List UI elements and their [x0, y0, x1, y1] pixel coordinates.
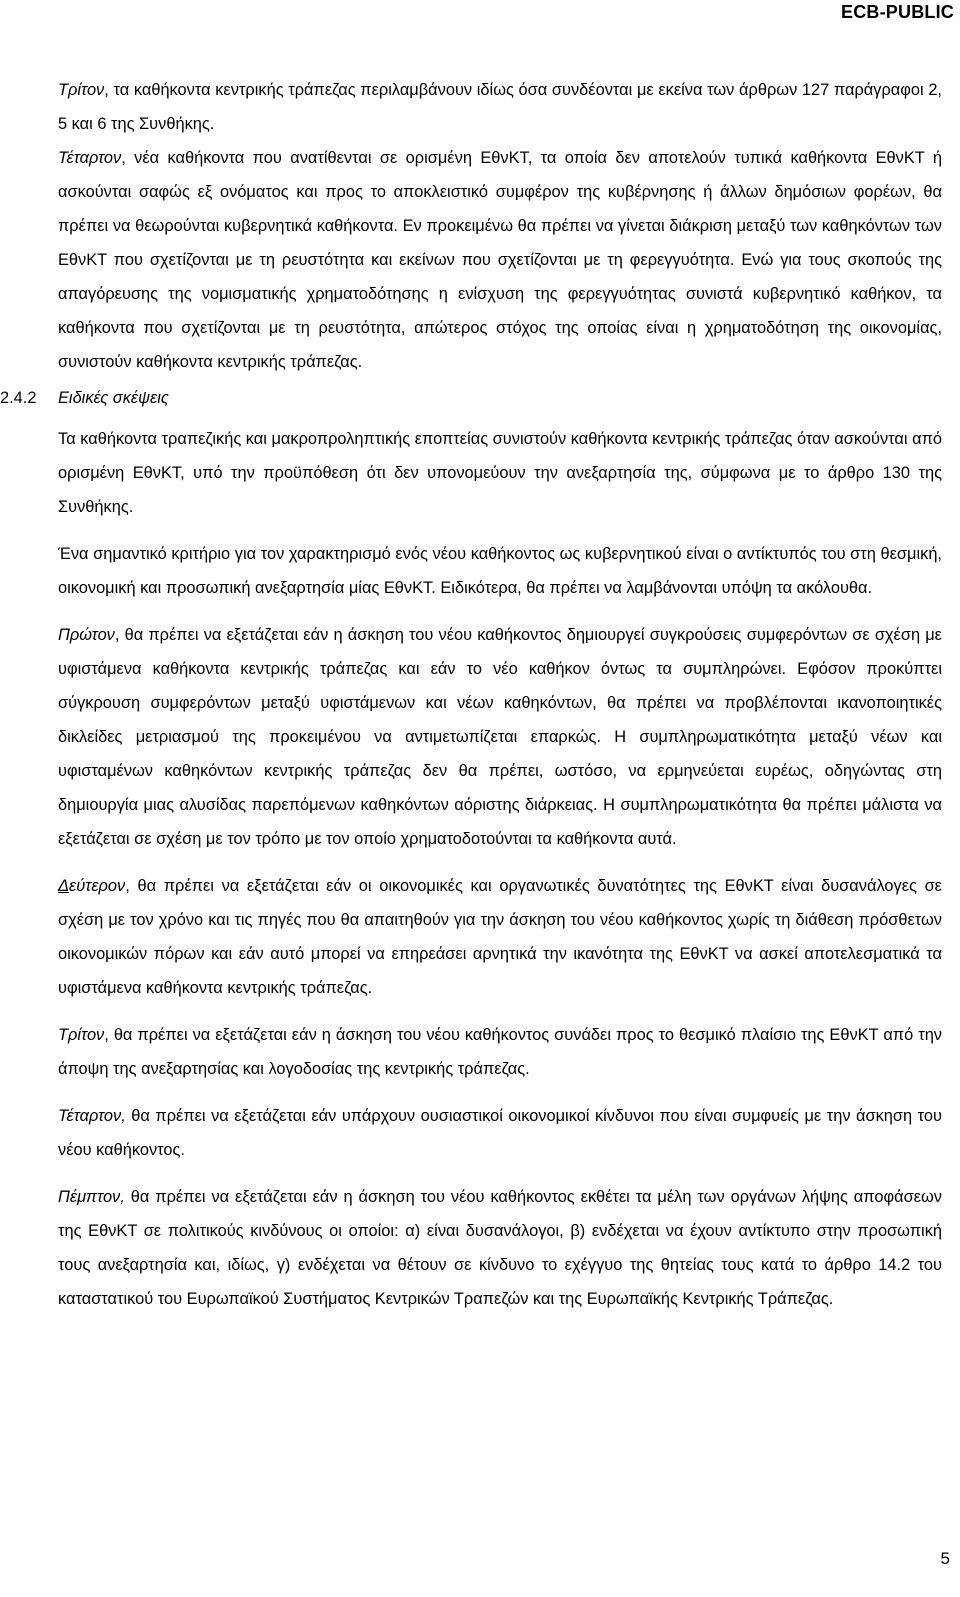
paragraph-supervision — [58, 422, 942, 524]
page-number: 5 — [940, 1549, 950, 1568]
section-heading — [0, 381, 942, 415]
paragraph-criterion — [58, 537, 942, 605]
paragraph-lead: Τρίτον — [58, 1026, 105, 1044]
paragraph-lead: Πέμπτον, — [58, 1188, 125, 1206]
paragraph-lead: Πρώτον — [58, 626, 115, 644]
section-number: 2.4.2 — [0, 389, 37, 407]
paragraph-text: , νέα καθήκοντα που ανατίθενται σε ορισμένη ΕθνΚΤ, τα οποία δεν αποτελούν τυπικά καθήκοντα ΕθνΚΤ ή ασκούνται σαφώς εξ ονόματος και προς το αποκλειστικό συμφέρον της κυβέρνησης ή άλλων δημόσιων φορέων, θα πρέπει να θεωρούνται κυβερνητικά καθήκοντα. Εν προκειμένω θα πρέπει να γίνεται διάκριση μεταξύ των καθηκόντων των ΕθνΚΤ που σχετίζονται με τη ρευστότητα και εκείνων που σχετίζονται με τη φερεγγυότητα. Ενώ για τους σκοπούς της απαγόρευσης της νομισματικής χρηματοδότησης η ενίσχυση της φερεγγυότητας συνιστά κυβερνητικό καθήκον, τα καθήκοντα που σχετίζονται με τη ρευστότητα, απώτερος στόχος της οποίας είναι η χρηματοδότηση της οικονομίας, συνιστούν καθήκοντα κεντρικής τράπεζας. — [58, 149, 942, 371]
paragraph-text: θα πρέπει να εξετάζεται εάν υπάρχουν ουσιαστικοί οικονομικοί κίνδυνοι που είναι συμφυείς με την άσκηση του νέου καθήκοντος. — [58, 1107, 942, 1159]
paragraph-fourth-criterion — [58, 1099, 942, 1167]
paragraph-lead — [58, 877, 125, 895]
paragraph-third-criterion — [58, 1018, 942, 1086]
paragraph-lead: Τρίτον — [58, 81, 105, 99]
paragraph-text: θα πρέπει να εξετάζεται εάν η άσκηση του νέου καθήκοντος εκθέτει τα μέλη των οργάνων λήψης αποφάσεων της ΕθνΚΤ σε πολιτικούς κινδύνους οι οποίοι: α) είναι δυσανάλογοι, β) ενδέχεται να έχουν αντίκτυπο στην προσωπική τους ανεξαρτησία και, ιδίως, γ) ενδέχεται να θέτουν σε κίνδυνο το εχέγγυο της θητείας τους κατά το άρθρο 14.2 του καταστατικού του Ευρωπαϊκού Συστήματος Κεντρικών Τραπεζών και της Ευρωπαϊκής Κεντρικής Τράπεζας. — [58, 1188, 942, 1308]
paragraph-text: , τα καθήκοντα κεντρικής τράπεζας περιλαμβάνουν ιδίως όσα συνδέονται με εκείνα των άρθρων 127 παράγραφοι 2, 5 και 6 της Συνθήκης. — [58, 81, 942, 133]
paragraph-text: Ένα σημαντικό κριτήριο για τον χαρακτηρισμό ενός νέου καθήκοντος ως κυβερνητικού είναι ο αντίκτυπός του στη θεσμική, οικονομική και προσωπική ανεξαρτησία μίας ΕθνΚΤ. Ειδικότερα, θα πρέπει να λαμβάνονται υπόψη τα ακόλουθα. — [58, 545, 942, 597]
paragraph-text: Τα καθήκοντα τραπεζικής και μακροπροληπτικής εποπτείας συνιστούν καθήκοντα κεντρικής τράπεζας όταν ασκούνται από ορισμένη ΕθνΚΤ, υπό την προϋπόθεση ότι δεν υπονομεύουν την ανεξαρτησία της, σύμφωνα με το άρθρο 130 της Συνθήκης. — [58, 430, 942, 516]
document-body — [0, 73, 942, 1316]
paragraph-third — [58, 73, 942, 141]
paragraph-fourth — [58, 141, 942, 379]
paragraph-lead: Τέταρτον, — [58, 1107, 126, 1125]
paragraph-second — [58, 869, 942, 1005]
paragraph-lead: Τέταρτον — [58, 149, 122, 167]
classification-label: ECB-PUBLIC — [841, 2, 954, 22]
paragraph-text: , θα πρέπει να εξετάζεται εάν η άσκηση του νέου καθήκοντος συνάδει προς το θεσμικό πλαίσιο της ΕθνΚΤ από την άποψη της ανεξαρτησίας και λογοδοσίας της κεντρικής τράπεζας. — [58, 1026, 942, 1078]
paragraph-lead-rest: εύτερον — [69, 877, 126, 895]
section-title: Ειδικές σκέψεις — [58, 389, 169, 407]
paragraph-lead-underlined: Δ — [58, 877, 69, 895]
paragraph-text: , θα πρέπει να εξετάζεται εάν η άσκηση του νέου καθήκοντος δημιουργεί συγκρούσεις συμφερόντων σε σχέση με υφιστάμενα καθήκοντα κεντρικής τράπεζας και εάν το νέο καθήκον όντως τα συμπληρώνει. Εφόσον προκύπτει σύγκρουση συμφερόντων μεταξύ υφιστάμενων και νέων καθηκόντων, θα πρέπει να προβλέπονται ικανοποιητικές δικλείδες μετριασμού της προκειμένου να αντιμετωπίζεται επαρκώς. Η συμπληρωματικότητα μεταξύ νέων και υφισταμένων καθηκόντων κεντρικής τράπεζας δεν θα πρέπει, ωστόσο, να ερμηνεύεται ευρέως, οδηγώντας στη δημιουργία μιας αλυσίδας παρεπόμενων καθηκόντων αόριστης διάρκειας. Η συμπληρωματικότητα θα πρέπει μάλιστα να εξετάζεται σε σχέση με τον τρόπο με τον οποίο χρηματοδοτούνται τα καθήκοντα αυτά. — [58, 626, 942, 848]
paragraph-fifth-criterion — [58, 1180, 942, 1316]
paragraph-first — [58, 618, 942, 856]
paragraph-text: , θα πρέπει να εξετάζεται εάν οι οικονομικές και οργανωτικές δυνατότητες της ΕθνΚΤ είναι δυσανάλογες σε σχέση με τον χρόνο και τις πηγές που θα απαιτηθούν για την άσκηση του νέου καθήκοντος χωρίς τη διάθεση πρόσθετων οικονομικών πόρων και εάν αυτό μπορεί να επηρεάσει αρνητικά την ικανότητα της ΕθνΚΤ να ασκεί αποτελεσματικά τα υφιστάμενα καθήκοντα κεντρικής τράπεζας. — [58, 877, 942, 997]
